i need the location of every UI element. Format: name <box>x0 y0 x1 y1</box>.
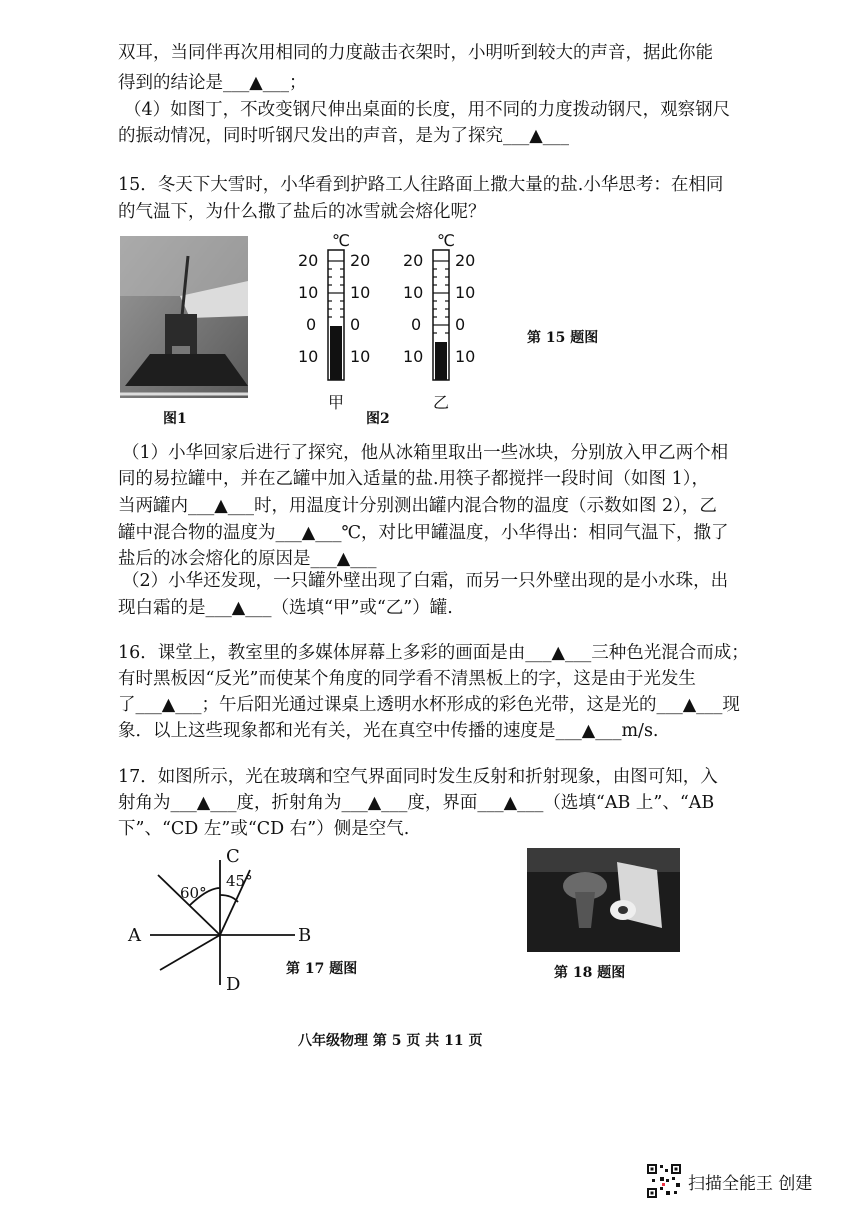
q15-p1-line5: 盐后的冰会熔化的原因是___▲___ <box>118 549 377 569</box>
q17-label-c: C <box>226 846 240 867</box>
thermo-jia-tick-r-2: 0 <box>350 315 361 334</box>
thermo-jia-tick-r-0: 20 <box>350 251 371 270</box>
q17-label-d: D <box>226 974 241 995</box>
thermo-jia-tick-r-1: 10 <box>350 283 371 302</box>
thermo-jia-label: 甲 <box>328 393 345 412</box>
thermo-yi-label: 乙 <box>433 393 450 412</box>
q15-p1-line3: 当两罐内___▲___时，用温度计分别测出罐内混合物的温度（示数如图 2），乙 <box>118 496 717 516</box>
q15-line2: 的气温下，为什么撒了盐后的冰雪就会熔化呢？ <box>118 202 486 222</box>
q17-angle-45: 45° <box>226 872 253 890</box>
page-footer: 八年级物理 第 5 页 共 11 页 <box>298 1033 483 1049</box>
q15-fig1-photo <box>120 236 248 398</box>
thermo-yi-tick-r-0: 20 <box>455 251 476 270</box>
q17-line2: 射角为___▲___度，折射角为___▲___度，界面___▲___（选填“AB 上”、“AB <box>118 793 715 813</box>
thermo-yi-tick-l-1: 10 <box>403 283 424 302</box>
q17-fig-caption: 第 17 题图 <box>286 961 358 977</box>
thermo-jia-tick-r-3: 10 <box>350 347 371 366</box>
q14-line4: 的振动情况，同时听钢尺发出的声音，是为了探究___▲___ <box>118 126 569 146</box>
q15-p1-line1: （1）小华回家后进行了探究，他从冰箱里取出一些冰块，分别放入甲乙两个相 <box>122 443 729 463</box>
q15-p2-line1: （2）小华还发现，一只罐外壁出现了白霜，而另一只外壁出现的是小水珠，出 <box>122 571 729 591</box>
thermo-jia-tick-l-1: 10 <box>298 283 319 302</box>
q15-fig2-label: 图2 <box>366 411 390 427</box>
thermo-yi-tick-r-1: 10 <box>455 283 476 302</box>
q16-line1: 16．课堂上，教室里的多媒体屏幕上多彩的画面是由___▲___三种色光混合而成； <box>118 643 749 663</box>
q15-fig-caption: 第 15 题图 <box>527 330 599 346</box>
q14-line1: 双耳，当同伴再次用相同的力度敲击衣架时，小明听到较大的声音，据此你能 <box>118 43 713 63</box>
qr-code-icon <box>646 1163 682 1199</box>
q18-photo <box>527 848 680 952</box>
thermo-yi-tick-l-3: 10 <box>403 347 424 366</box>
q15-thermometers <box>290 226 500 416</box>
q15-fig1-label: 图1 <box>163 411 187 427</box>
q14-line2: 得到的结论是___▲___； <box>118 73 307 93</box>
thermo-yi-tick-l-2: 0 <box>411 315 422 334</box>
thermo-jia-tick-l-2: 0 <box>306 315 317 334</box>
q18-fig-caption: 第 18 题图 <box>554 965 626 981</box>
q15-p1-line4: 罐中混合物的温度为___▲___℃，对比甲罐温度，小华得出：相同气温下，撒了 <box>118 523 729 543</box>
q14-line3: （4）如图丁，不改变钢尺伸出桌面的长度，用不同的力度拨动钢尺，观察钢尺 <box>124 100 731 120</box>
q17-label-b: B <box>298 925 312 946</box>
q17-line3: 下”、“CD 左”或“CD 右”）侧是空气. <box>118 819 410 839</box>
q17-label-a: A <box>128 925 141 946</box>
thermo-jia-unit: ℃ <box>332 231 350 250</box>
thermo-jia-tick-l-0: 20 <box>298 251 319 270</box>
q15-p2-line2: 现白霜的是___▲___（选填“甲”或“乙”）罐. <box>118 598 453 618</box>
q17-angle-60: 60° <box>180 884 207 902</box>
q15-p1-line2: 同的易拉罐中，并在乙罐中加入适量的盐.用筷子都搅拌一段时间（如图 1）， <box>118 469 710 489</box>
scanner-watermark <box>646 1163 812 1199</box>
scanner-text: 扫描全能王 创建 <box>688 1173 813 1194</box>
q16-line4: 象．以上这些现象都和光有关，光在真空中传播的速度是___▲___m/s. <box>118 721 659 741</box>
thermo-yi-tick-l-0: 20 <box>403 251 424 270</box>
q17-line1: 17．如图所示，光在玻璃和空气界面同时发生反射和折射现象，由图可知，入 <box>118 767 718 787</box>
q16-line2: 有时黑板因“反光”而使某个角度的同学看不清黑板上的字，这是由于光发生 <box>118 669 696 689</box>
q16-line3: 了___▲___；午后阳光通过课桌上透明水杯形成的彩色光带，这是光的___▲___现 <box>118 695 740 715</box>
thermo-yi-tick-r-3: 10 <box>455 347 476 366</box>
thermo-jia-tick-l-3: 10 <box>298 347 319 366</box>
q15-line1: 15．冬天下大雪时，小华看到护路工人往路面上撒大量的盐.小华思考：在相同 <box>118 175 724 195</box>
thermo-yi-unit: ℃ <box>437 231 455 250</box>
thermo-yi-tick-r-2: 0 <box>455 315 466 334</box>
